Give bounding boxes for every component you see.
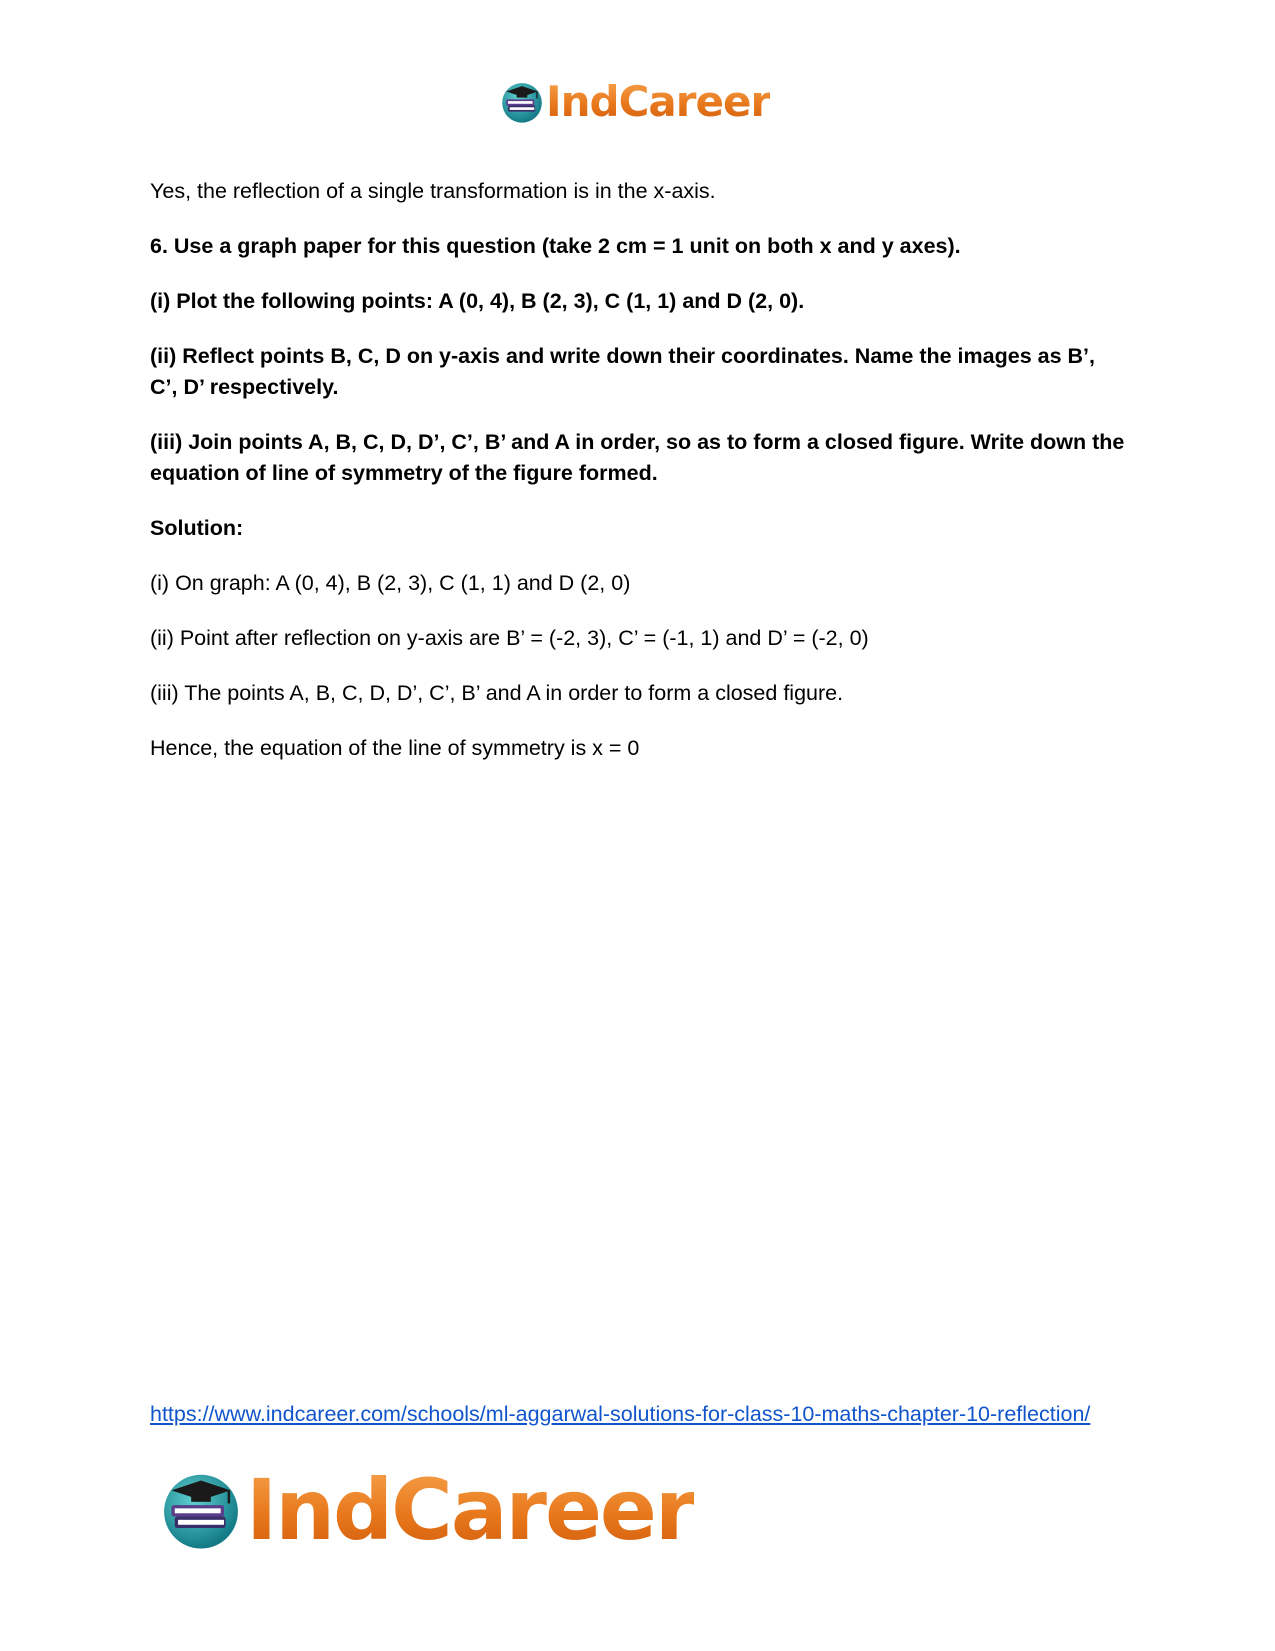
question-part-iii: (iii) Join points A, B, C, D, D’, C’, B’ and A in order, so as to form a closed figure. Write down the equation of line of symmetry of the figure formed. [150,430,1125,485]
solution-part-i: (i) On graph: A (0, 4), B (2, 3), C (1, 1) and D (2, 0) [150,571,631,595]
solution-conclusion: Hence, the equation of the line of symmetry is x = 0 [150,736,640,760]
question-heading: 6. Use a graph paper for this question (take 2 cm = 1 unit on both x and y axes). [150,234,961,258]
question-part-ii: (ii) Reflect points B, C, D on y-axis and write down their coordinates. Name the images as B’, C’, D’ respectively. [150,344,1095,399]
solution-part-ii: (ii) Point after reflection on y-axis are B’ = (-2, 3), C’ = (-1, 1) and D’ = (-2, 0) [150,626,869,650]
question-part-i: (i) Plot the following points: A (0, 4), B (2, 3), C (1, 1) and D (2, 0). [150,289,805,313]
graduate-book-globe-icon [500,80,544,124]
source-link[interactable]: https://www.indcareer.com/schools/ml-aggarwal-solutions-for-class-10-maths-chapter-10-reflection/ [150,1402,1091,1426]
header-logo [500,77,771,126]
logo-text: IndCareer [546,77,771,126]
footer-logo [160,1461,695,1559]
solution-heading: Solution: [150,516,244,540]
graduate-book-globe-icon [160,1469,242,1551]
solution-part-iii: (iii) The points A, B, C, D, D’, C’, B’ and A in order to form a closed figure. [150,681,844,705]
answer-text: Yes, the reflection of a single transformation is in the x-axis. [150,179,716,203]
document-body [150,176,1125,788]
logo-text: IndCareer [246,1461,695,1559]
